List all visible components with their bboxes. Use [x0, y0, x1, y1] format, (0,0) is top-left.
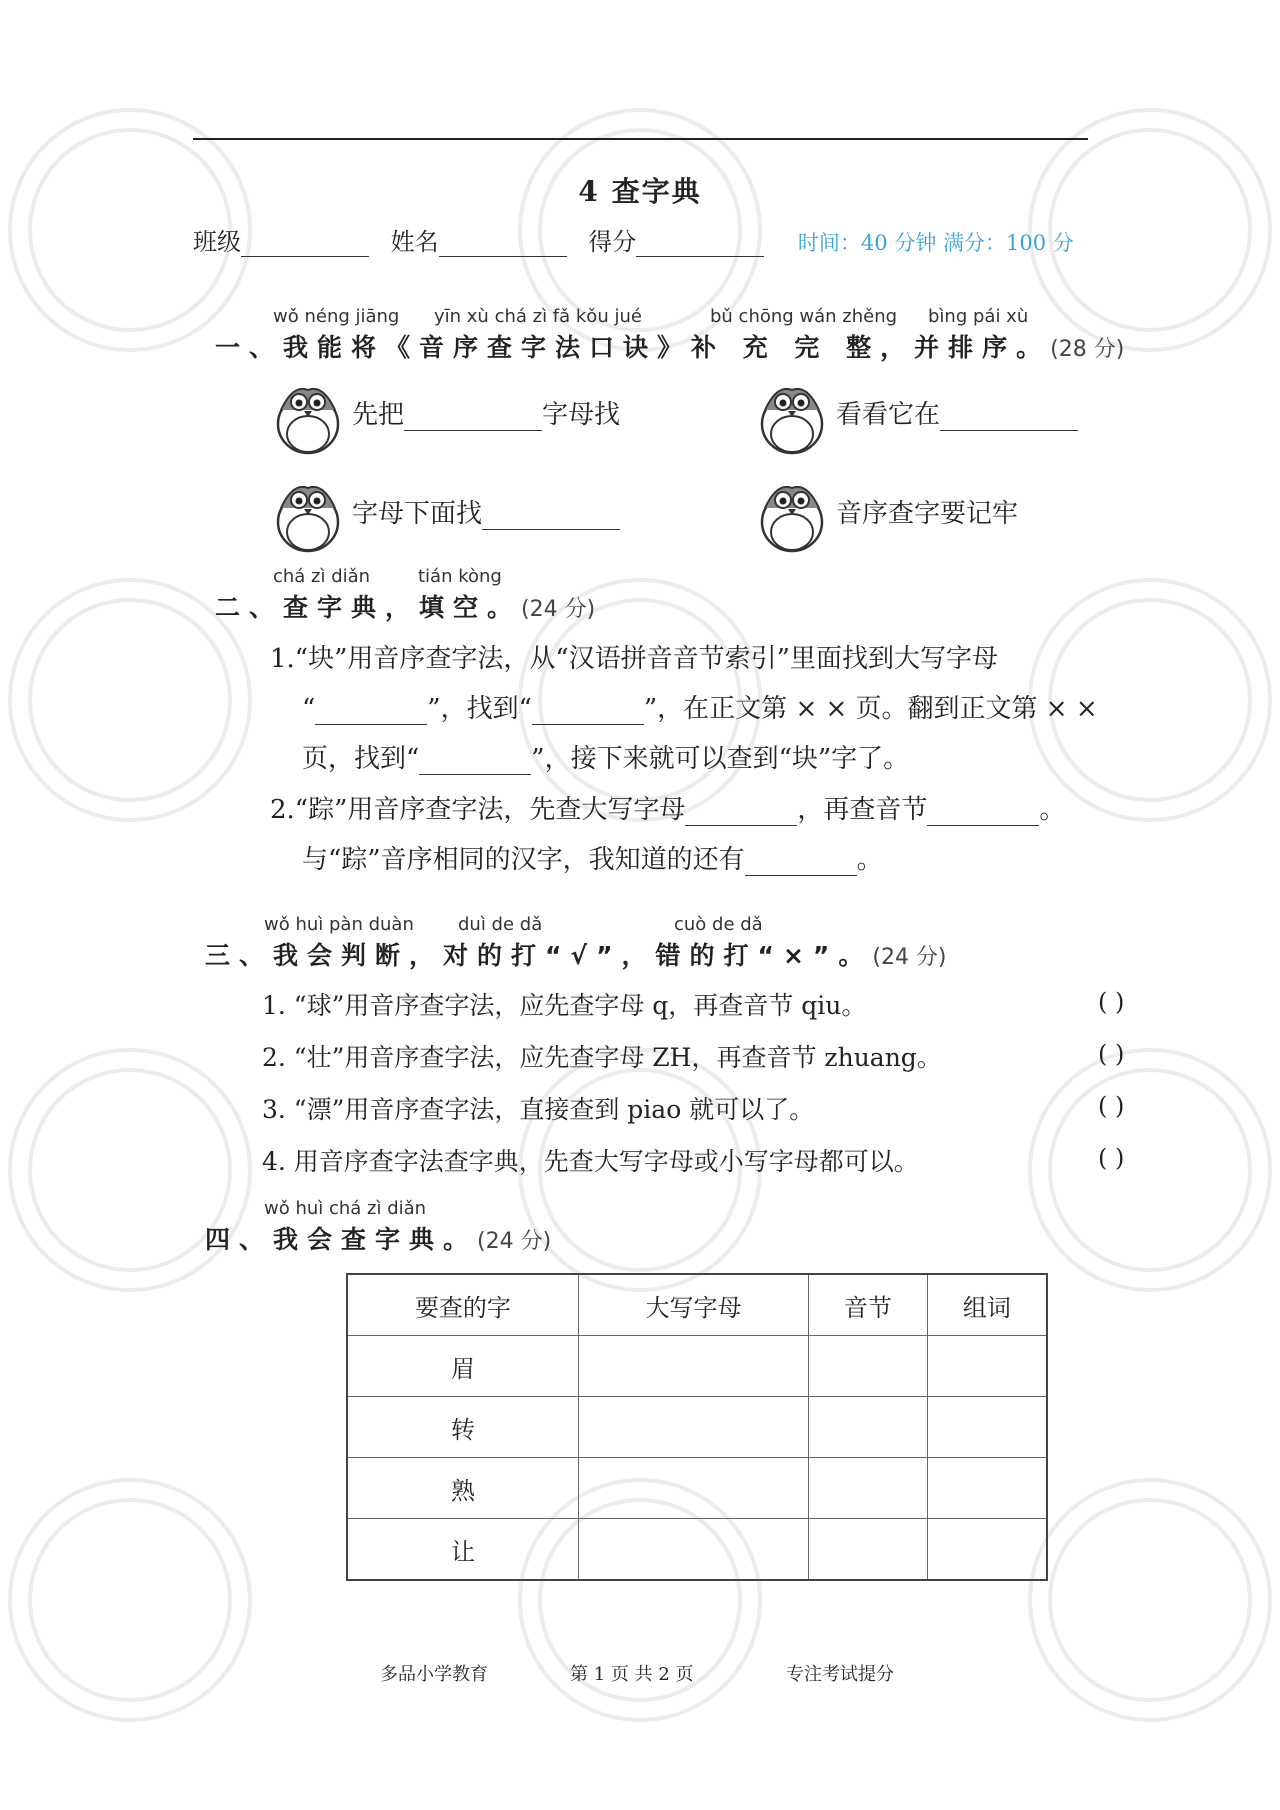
sec3-answer-4[interactable]: ( ) — [1098, 1144, 1125, 1172]
sec3-item-4: 4. 用音序查字法查字典，先查大写字母或小写字母都可以。 — [262, 1147, 919, 1176]
sec2-q1-blank-2[interactable] — [532, 696, 644, 725]
table-header-row — [347, 1274, 1047, 1336]
col-header-word: 组词 — [927, 1274, 1047, 1336]
class-label: 班级 — [193, 228, 241, 256]
sec1-pinyin-1: wǒ néng jiāng — [273, 306, 400, 327]
sec3-answer-2[interactable]: ( ) — [1098, 1040, 1125, 1068]
name-label: 姓名 — [390, 228, 439, 256]
sec1-item-3: 字母下面找 — [352, 493, 620, 530]
footer-page: 第 1 页 共 2 页 — [570, 1664, 694, 1685]
cell-letter[interactable] — [578, 1397, 808, 1458]
footer-left: 多品小学教育 — [380, 1664, 488, 1685]
sec2-q1-line1: 1.“块”用音序查字法，从“汉语拼音音节索引”里面找到大写字母 — [270, 644, 998, 674]
cell-syllable[interactable] — [809, 1458, 928, 1519]
score-label: 得分 — [588, 228, 637, 256]
class-field[interactable] — [241, 230, 369, 257]
sec2-q2-blank-3[interactable] — [745, 847, 857, 876]
sec2-q1-blank-1[interactable] — [315, 696, 427, 725]
sec4-pinyin-1: wǒ huì chá zì diǎn — [264, 1198, 427, 1219]
sec1-pinyin-4: bìng pái xù — [928, 306, 1029, 327]
cell-word[interactable] — [927, 1519, 1047, 1581]
sec1-item-2: 看看它在 — [836, 394, 1078, 431]
owl-icon — [273, 478, 343, 553]
sec3-item-3: 3. “漂”用音序查字法，直接查到 piao 就可以了。 — [262, 1095, 815, 1124]
row-char: 眉 — [347, 1336, 578, 1397]
sec3-item-2: 2. “壮”用音序查字法，应先查字母 ZH，再查音节 zhuang。 — [262, 1043, 942, 1072]
table-row — [347, 1458, 1047, 1519]
sec2-heading: 二、查字典，填空。(24 分) — [215, 593, 596, 622]
sec3-answer-3[interactable]: ( ) — [1098, 1092, 1125, 1120]
sec4-heading: 四、我会查字典。(24 分) — [205, 1225, 552, 1254]
sec2-q1-blank-3[interactable] — [419, 746, 531, 775]
cell-syllable[interactable] — [809, 1519, 928, 1581]
sec1-heading: 一、我能将《音序查字法口诀》补 充 完 整，并排序。(28 分) — [215, 333, 1125, 362]
sec1-pinyin-2: yīn xù chá zì fǎ kǒu jué — [434, 306, 642, 327]
owl-icon — [757, 478, 827, 553]
owl-icon — [273, 380, 343, 455]
sec3-pinyin-2: duì de dǎ — [458, 914, 543, 935]
time-info: 时间：40 分钟 满分：100 分 — [797, 231, 1074, 255]
cell-syllable[interactable] — [809, 1397, 928, 1458]
sec1-blank-1[interactable] — [404, 402, 542, 431]
cell-word[interactable] — [927, 1458, 1047, 1519]
row-char: 转 — [347, 1397, 578, 1458]
table-row — [347, 1519, 1047, 1581]
footer-right: 专注考试提分 — [786, 1664, 894, 1685]
cell-letter[interactable] — [578, 1458, 808, 1519]
score-field[interactable] — [636, 230, 764, 257]
cell-syllable[interactable] — [809, 1336, 928, 1397]
page-title: 4 查字典 — [578, 175, 702, 208]
sec2-q2-blank-2[interactable] — [927, 797, 1039, 826]
cell-word[interactable] — [927, 1336, 1047, 1397]
sec1-pinyin-3: bǔ chōng wán zhěng — [710, 306, 898, 327]
cell-letter[interactable] — [578, 1519, 808, 1581]
sec2-q2-line1: 2.“踪”用音序查字法，先查大写字母 ，再查音节 。 — [270, 795, 1066, 825]
col-header-syllable: 音节 — [809, 1274, 928, 1336]
header-rule — [193, 138, 1088, 140]
sec3-pinyin-3: cuò de dǎ — [674, 914, 763, 935]
sec2-q1-line2: “ ”，找到“ ”，在正文第 × × 页。翻到正文第 × × — [302, 694, 1098, 724]
sec3-heading: 三、我会判断，对的打“√”，错的打“×”。(24 分) — [205, 941, 947, 970]
cell-word[interactable] — [927, 1397, 1047, 1458]
sec1-blank-2[interactable] — [940, 402, 1078, 431]
col-header-char: 要查的字 — [347, 1274, 578, 1336]
col-header-letter: 大写字母 — [578, 1274, 808, 1336]
cell-letter[interactable] — [578, 1336, 808, 1397]
sec2-pinyin-2: tián kòng — [418, 566, 502, 587]
sec1-item-1: 先把 字母找 — [352, 400, 621, 430]
sec2-q2-line2: 与“踪”音序相同的汉字，我知道的还有 。 — [302, 845, 883, 875]
sec3-pinyin-1: wǒ huì pàn duàn — [264, 914, 414, 935]
name-field[interactable] — [439, 230, 567, 257]
sec1-item-4: 音序查字要记牢 — [836, 499, 1019, 529]
owl-icon — [757, 380, 827, 455]
table-row — [347, 1397, 1047, 1458]
dictionary-table — [346, 1273, 1048, 1581]
sec2-q1-line3: 页，找到“ ”，接下来就可以查到“块”字了。 — [302, 744, 910, 774]
sec1-blank-3[interactable] — [482, 501, 620, 530]
info-row — [193, 222, 1074, 257]
sec3-answer-1[interactable]: ( ) — [1098, 988, 1125, 1016]
sec2-pinyin-1: chá zì diǎn — [273, 566, 371, 587]
table-row — [347, 1336, 1047, 1397]
row-char: 让 — [347, 1519, 578, 1581]
row-char: 熟 — [347, 1458, 578, 1519]
sec2-q2-blank-1[interactable] — [685, 797, 797, 826]
sec3-item-1: 1. “球”用音序查字法，应先查字母 q，再查音节 qiu。 — [262, 991, 867, 1020]
